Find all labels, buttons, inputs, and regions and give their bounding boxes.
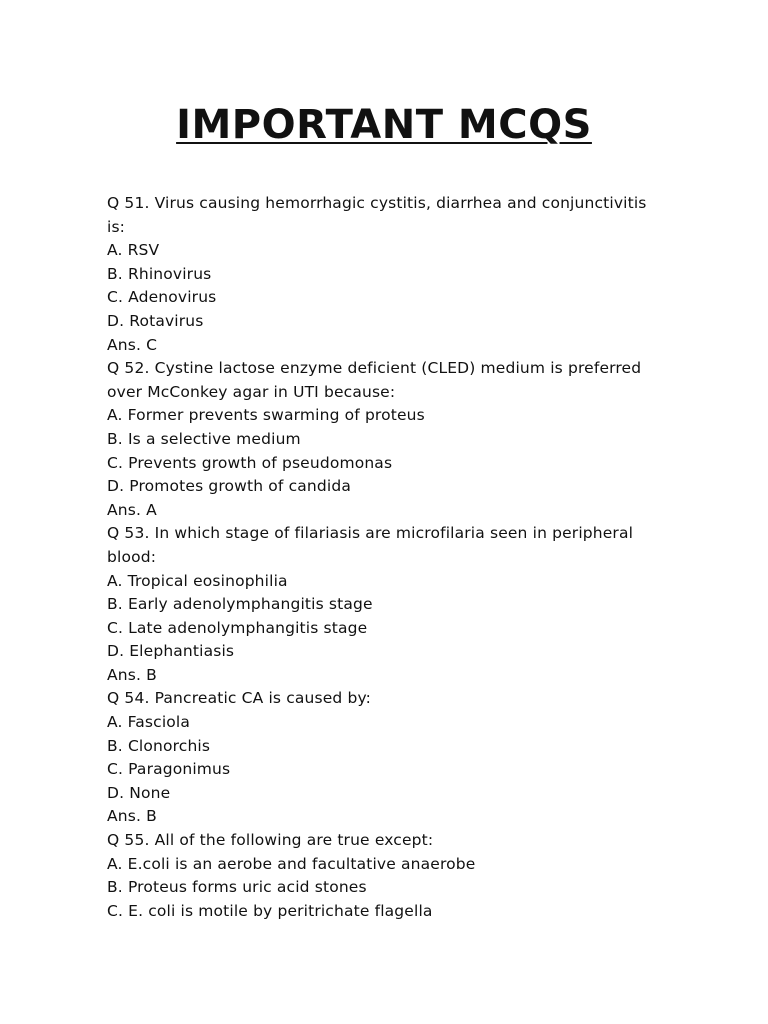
text-line: Ans. B	[107, 665, 157, 684]
text-line: Q 54. Pancreatic CA is caused by:	[107, 689, 372, 708]
text-line: B. Early adenolymphangitis stage	[107, 595, 373, 614]
text-line: Q 53. In which stage of filariasis are microfilaria seen in peripheral	[107, 524, 634, 543]
text-line: C. Prevents growth of pseudomonas	[107, 453, 393, 472]
text-line: Ans. B	[107, 807, 157, 826]
mcq-text-block	[107, 192, 667, 923]
text-line: C. Adenovirus	[107, 288, 217, 307]
text-line: over McConkey agar in UTI because:	[107, 382, 396, 401]
text-line: C. Paragonimus	[107, 760, 231, 779]
text-line: A. E.coli is an aerobe and facultative anaerobe	[107, 854, 476, 873]
text-line: A. Fasciola	[107, 713, 191, 732]
text-line: Q 55. All of the following are true except:	[107, 831, 434, 850]
text-line: Q 52. Cystine lactose enzyme deficient (CLED) medium is preferred	[107, 359, 642, 378]
text-line: A. Former prevents swarming of proteus	[107, 406, 425, 425]
text-line: D. None	[107, 783, 171, 802]
text-line: Q 51. Virus causing hemorrhagic cystitis, diarrhea and conjunctivitis	[107, 194, 647, 212]
text-line: D. Promotes growth of candida	[107, 477, 351, 496]
text-line: A. RSV	[107, 241, 160, 260]
text-line: C. E. coli is motile by peritrichate flagella	[107, 901, 433, 920]
text-line: D. Elephantiasis	[107, 642, 235, 661]
text-line: blood:	[107, 547, 157, 566]
text-line: B. Clonorchis	[107, 736, 211, 755]
text-line: B. Is a selective medium	[107, 429, 301, 448]
page-title-text: IMPORTANT MCQS	[176, 102, 592, 148]
text-line: Ans. A	[107, 500, 157, 519]
text-line: Ans. C	[107, 335, 158, 354]
text-line: D. Rotavirus	[107, 311, 204, 330]
page-title	[0, 101, 768, 149]
text-line: B. Proteus forms uric acid stones	[107, 878, 367, 897]
text-line: is:	[107, 217, 126, 236]
text-line: B. Rhinovirus	[107, 264, 212, 283]
text-line: C. Late adenolymphangitis stage	[107, 618, 368, 637]
text-line: A. Tropical eosinophilia	[107, 571, 288, 590]
